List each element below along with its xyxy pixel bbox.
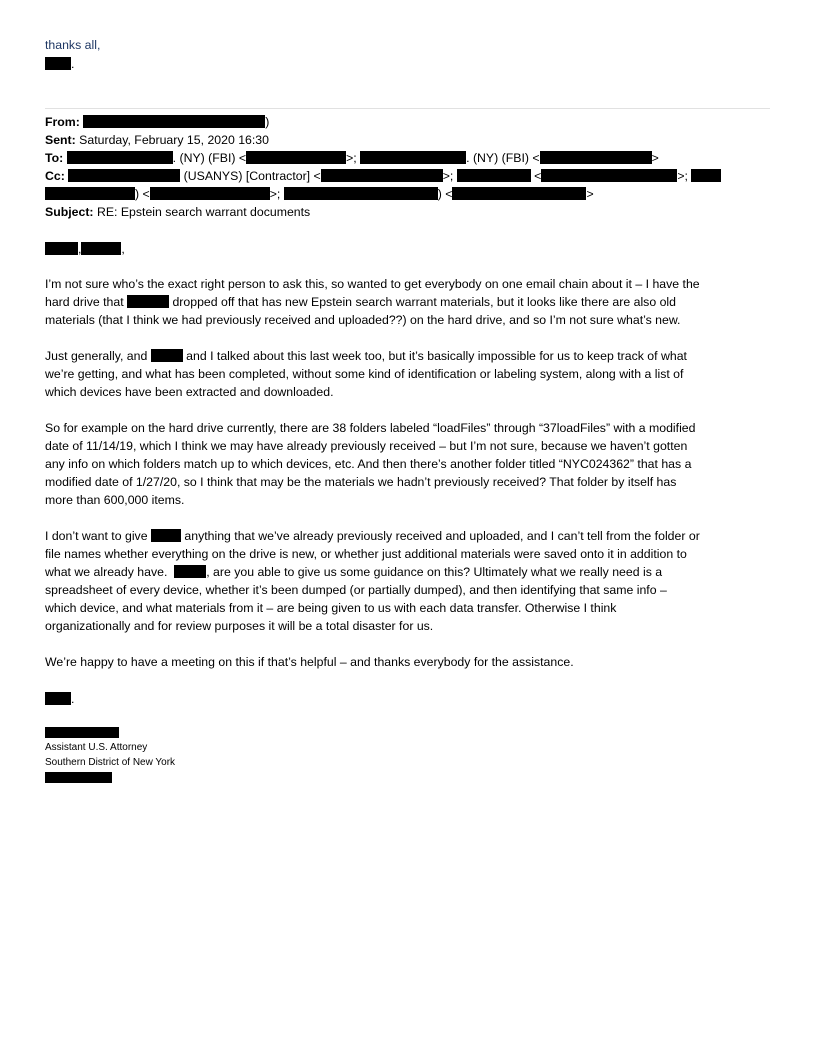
redaction-box — [151, 349, 183, 362]
body-paragraph-3: So for example on the hard drive currently, there are 38 folders labeled “loadFiles” through “37loadFiles” with a modified date of 11/14/19, which I think we may have already previously received – but I’m not sure, because we haven’t gotten any info on which folders match up to which devices, etc. And then there’s another folder titled “NYC024362” that has a modified date of 1/27/20, so I think that may be the materials we hadn’t previously received? That folder by itself has more than 600,000 items. — [45, 421, 696, 507]
redaction-box — [127, 295, 169, 308]
redaction-box — [150, 187, 270, 200]
header-separator — [45, 108, 770, 109]
to-label: To: — [45, 151, 64, 165]
signature-office: Southern District of New York — [45, 757, 176, 768]
sent-label: Sent: — [45, 133, 76, 147]
body-paragraph-4: I don’t want to give anything that we’ve already previously received and uploaded, and I can’t tell from the folder or file names whether everything on the drive is new, or whether just additional materials were saved onto it in addition to what we already have. , are you able to give us some guidance on this? Ultimately what we really need is a spreadsheet of every device, whether it’s been dumped (or partially dumped), and then identifying that same info – which device, and what materials from it – are being given to us with each data transfer. Otherwise I think organizationally and for review purposes it will be a total disaster for us. — [45, 529, 700, 633]
redaction-box — [540, 151, 652, 164]
redaction-box — [321, 169, 443, 182]
redaction-box — [284, 187, 438, 200]
subject-label: Subject: — [45, 205, 94, 219]
redaction-box — [541, 169, 677, 182]
redaction-box — [174, 565, 206, 578]
from-label: From: — [45, 115, 80, 129]
closing-line: thanks all, — [45, 38, 101, 52]
redaction-box — [691, 169, 721, 182]
redaction-box — [360, 151, 466, 164]
subject-value: RE: Epstein search warrant documents — [96, 205, 311, 219]
body-paragraph-2: Just generally, and and I talked about this last week too, but it’s basically impossible for us to keep track of what we’re getting, and what has been completed, without some kind of identification or labeling system, along with a list of which devices have been extracted and downloaded. — [45, 349, 687, 399]
body-paragraph-5: We’re happy to have a meeting on this if that’s helpful – and thanks everybody for the assistance. — [45, 655, 574, 669]
redaction-box — [83, 115, 265, 128]
closing-signature: . — [45, 55, 74, 73]
sent-line — [45, 131, 269, 149]
signature-title: Assistant U.S. Attorney — [45, 742, 148, 753]
redaction-box — [45, 242, 78, 255]
body-paragraph-1: I’m not sure who’s the exact right person to ask this, so wanted to get everybody on one email chain about it – I have the hard drive that dropped off that has new Epstein search warrant materials, but it looks like there are also old materials (that I think we had previously received and uploaded??) on the hard drive, and so I’m not sure what’s new. — [45, 277, 700, 327]
from-line: From: ) — [45, 115, 270, 129]
redaction-box — [452, 187, 586, 200]
greeting: , , — [45, 240, 125, 258]
signature-contact-redaction — [45, 772, 112, 783]
redaction-box — [45, 692, 71, 705]
sent-value: Saturday, February 15, 2020 16:30 — [79, 133, 269, 147]
cc-label: Cc: — [45, 169, 65, 183]
closing-signature-bottom: . — [45, 690, 74, 708]
redaction-box — [68, 169, 180, 182]
redaction-box — [246, 151, 346, 164]
subject-line — [45, 203, 310, 221]
redaction-box — [45, 187, 135, 200]
redaction-box — [45, 57, 71, 70]
redaction-box — [67, 151, 173, 164]
to-line: To: . (NY) (FBI) < >; . (NY) (FBI) < > — [45, 151, 659, 165]
signature-name-redaction — [45, 727, 119, 738]
redaction-box — [151, 529, 181, 542]
redaction-box — [457, 169, 531, 182]
cc-line: Cc: (USANYS) [Contractor] < >; < >; — [45, 167, 721, 185]
cc-line-continued: ) < >; ) < > — [45, 185, 594, 203]
redaction-box — [81, 242, 121, 255]
